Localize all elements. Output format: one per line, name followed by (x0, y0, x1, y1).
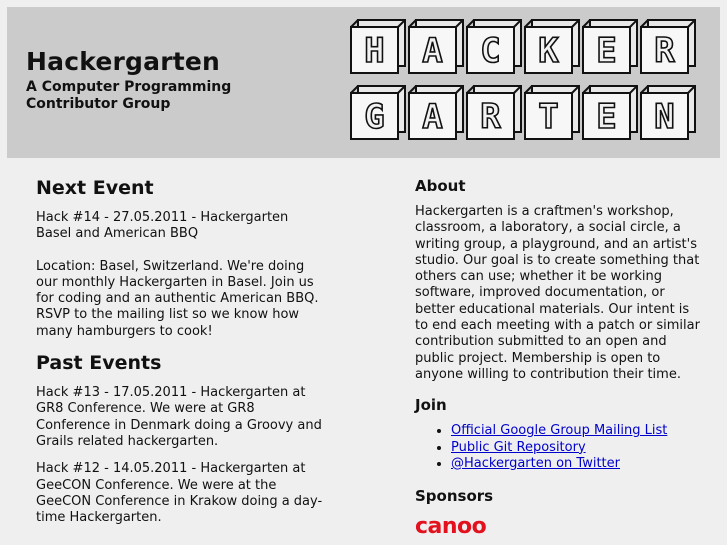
logo-block-edge (641, 86, 648, 93)
logo-block-edge (525, 86, 532, 93)
logo-letter: E (596, 31, 617, 71)
join-link-item (451, 440, 705, 456)
logo-letter: H (364, 31, 385, 71)
logo-letter: T (538, 97, 559, 137)
join-link-item (451, 423, 705, 439)
logo-letter: R (654, 31, 675, 71)
logo-letter: E (596, 97, 617, 137)
logo-block-edge (583, 86, 590, 93)
logo-block-edge (351, 20, 358, 27)
logo-letter: A (422, 97, 443, 137)
past-event-item: Hack #13 - 17.05.2011 - Hackergarten at GR8 Conference. We were at GR8 Conference in Denmark doing a Groovy and Grails related hackergarten. (36, 385, 322, 449)
logo-block-edge (409, 86, 416, 93)
logo-block-edge (467, 86, 474, 93)
sponsors-heading: Sponsors (415, 487, 494, 506)
next-event-details: Location: Basel, Switzerland. We're doing our monthly Hackergarten in Basel. Join us for coding and an authentic American BBQ. RSVP to the mailing list so we know how many hamburgers to cook! (36, 258, 319, 339)
site-tagline: A Computer Programming Contributor Group (26, 79, 232, 112)
google-group-link[interactable]: Official Google Group Mailing List (451, 423, 668, 439)
logo-letter: N (654, 97, 675, 137)
logo-block-edge (467, 20, 474, 27)
sidebar-column (415, 176, 705, 539)
logo-line-hacker (351, 20, 695, 73)
past-events-heading: Past Events (36, 352, 162, 375)
join-heading: Join (415, 396, 447, 415)
join-link-item (451, 456, 705, 472)
about-heading: About (415, 177, 466, 195)
git-repository-link[interactable]: Public Git Repository (451, 439, 586, 455)
logo-block-edge (409, 20, 416, 27)
site-title[interactable]: Hackergarten (26, 47, 221, 76)
canoo-sponsor-logo[interactable]: canoo (415, 514, 487, 540)
logo-block-edge (525, 20, 532, 27)
logo-block-edge (583, 20, 590, 27)
twitter-link[interactable]: @Hackergarten on Twitter (451, 455, 620, 471)
logo-block-edge (351, 86, 358, 93)
logo-line-garten (351, 86, 695, 139)
hackergarten-logo[interactable] (345, 13, 701, 146)
logo-block-edge (641, 20, 648, 27)
logo-letter: K (538, 31, 559, 71)
logo-letter: G (364, 97, 385, 137)
logo-letter: A (422, 31, 443, 71)
next-event-heading: Next Event (36, 177, 154, 199)
logo-letter: C (480, 31, 501, 71)
about-text: Hackergarten is a craftmen's workshop, classroom, a laboratory, a social circle, a writing group, a playground, and an artist's studio. Our goal is to create something that others can use; whether it be working software, improved documentation, or better educational materials. Our intent is to end each meeting with a patch or similar contribution submitted to an open and public project. Membership is open to anyone willing to contribution their time. (415, 204, 700, 382)
main-column (36, 176, 326, 537)
site-header (7, 7, 720, 158)
past-event-item: Hack #12 - 14.05.2011 - Hackergarten at GeeCON Conference. We were at the GeeCON Conference in Krakow doing a day-time Hackergarten. (36, 461, 323, 526)
next-event-summary: Hack #14 - 27.05.2011 - Hackergarten Basel and American BBQ (36, 210, 289, 242)
logo-letter: R (480, 97, 501, 137)
join-links-list (415, 423, 705, 472)
